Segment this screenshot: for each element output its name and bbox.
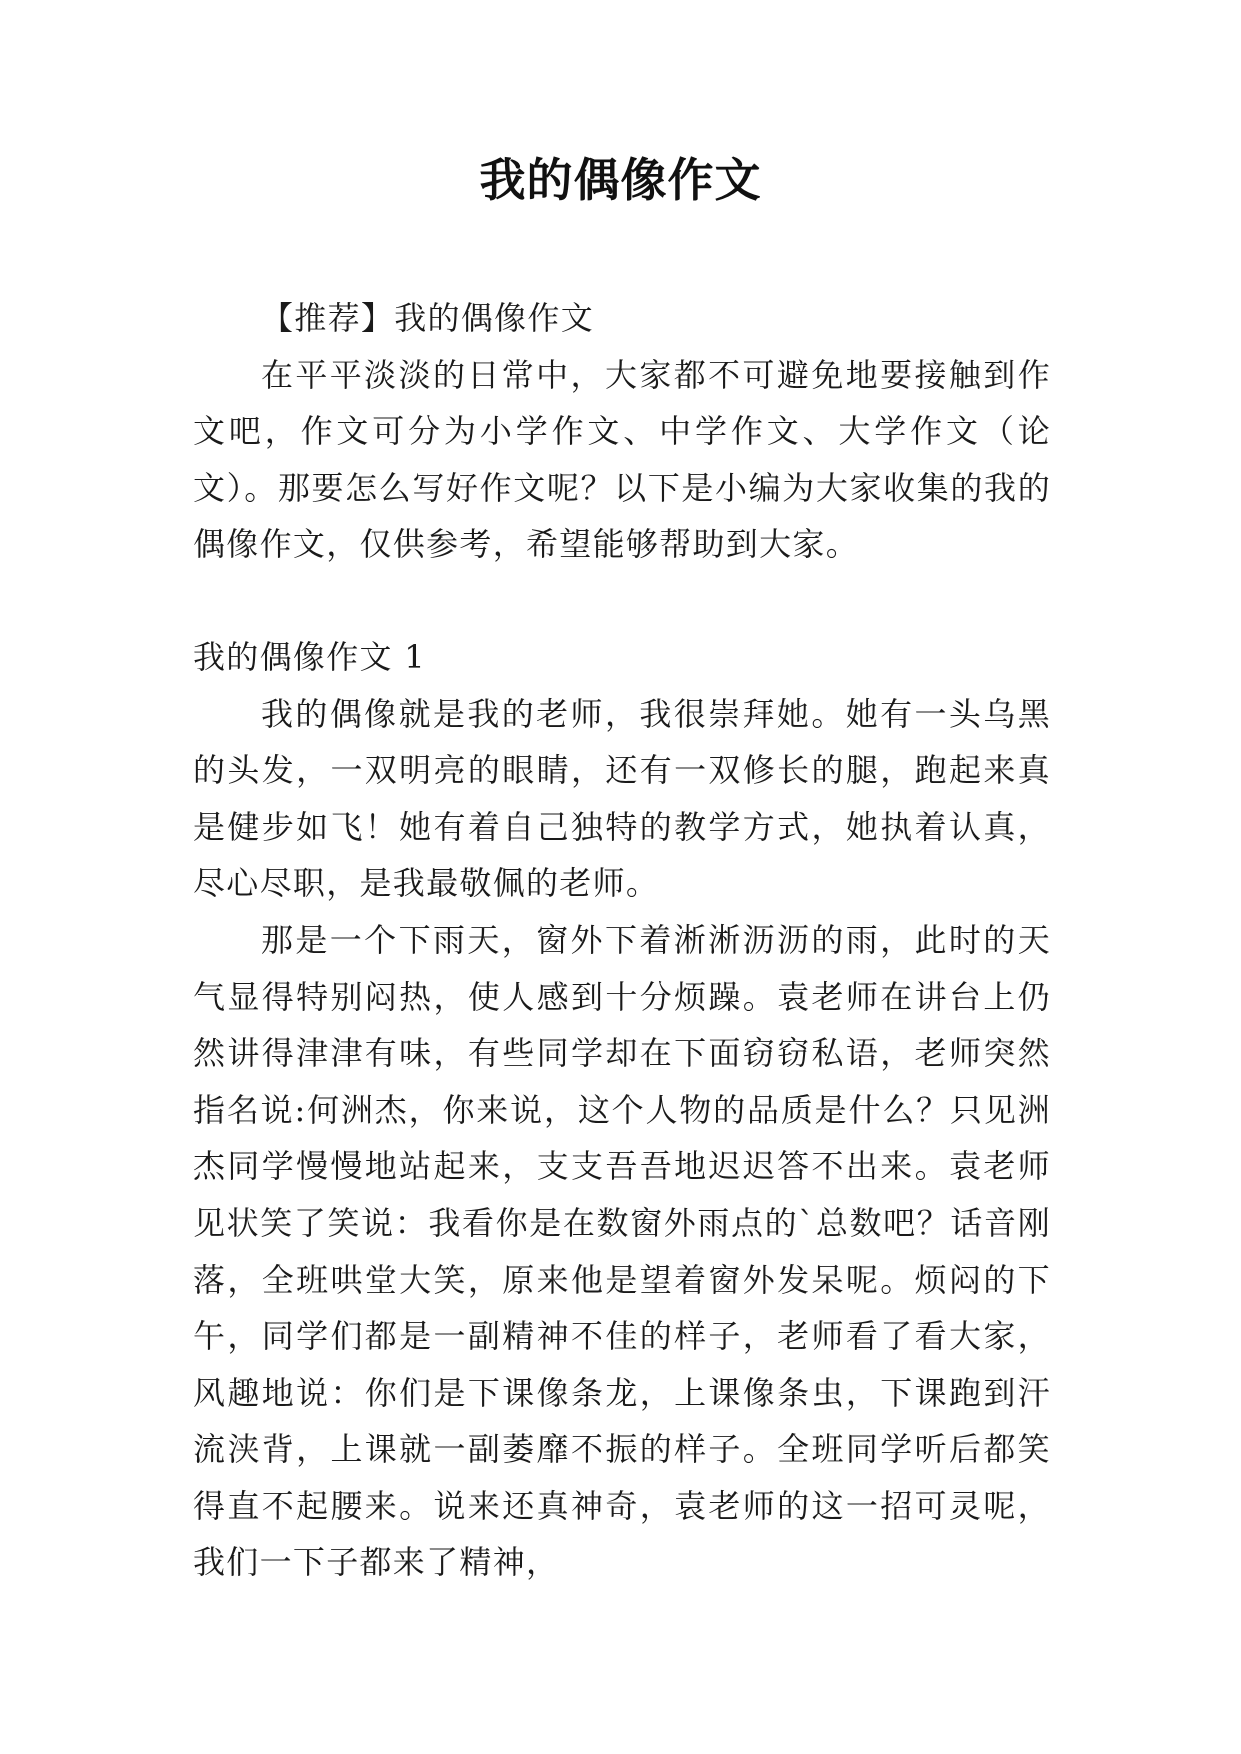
document-body xyxy=(193,290,1051,1591)
body-paragraph: 那是一个下雨天，窗外下着淅淅沥沥的雨，此时的天气显得特别闷热，使人感到十分烦躁。袁老师在讲台上仍然讲得津津有味，有些同学却在下面窃窃私语，老师突然指名说:何洲杰，你来说，这个人物的品质是什么？只见洲杰同学慢慢地站起来，支支吾吾地迟迟答不出来。袁老师见状笑了笑说：我看你是在数窗外雨点的`总数吧？话音刚落，全班哄堂大笑，原来他是望着窗外发呆呢。烦闷的下午，同学们都是一副精神不佳的样子，老师看了看大家，风趣地说：你们是下课像条龙，上课像条虫，下课跑到汗流浃背，上课就一副萎靡不振的样子。全班同学听后都笑得直不起腰来。说来还真神奇，袁老师的这一招可灵呢，我们一下子都来了精神， xyxy=(193,920,1051,1582)
section-heading: 我的偶像作文 1 xyxy=(193,637,426,676)
document-title: 我的偶像作文 xyxy=(479,153,762,207)
intro-heading: 【推荐】我的偶像作文 xyxy=(261,299,595,337)
intro-paragraph: 在平平淡淡的日常中，大家都不可避免地要接触到作文吧，作文可分为小学作文、中学作文、大学作文（论文）。那要怎么写好作文呢？以下是小编为大家收集的我的偶像作文，仅供参考，希望能够帮助到大家。 xyxy=(193,355,1051,564)
section-spacer xyxy=(193,573,1051,629)
body-paragraph: 我的偶像就是我的老师，我很崇拜她。她有一头乌黑的头发，一双明亮的眼睛，还有一双修长的腿，跑起来真是健步如飞！她有着自己独特的教学方式，她执着认真，尽心尽职，是我最敬佩的老师。 xyxy=(193,694,1051,903)
